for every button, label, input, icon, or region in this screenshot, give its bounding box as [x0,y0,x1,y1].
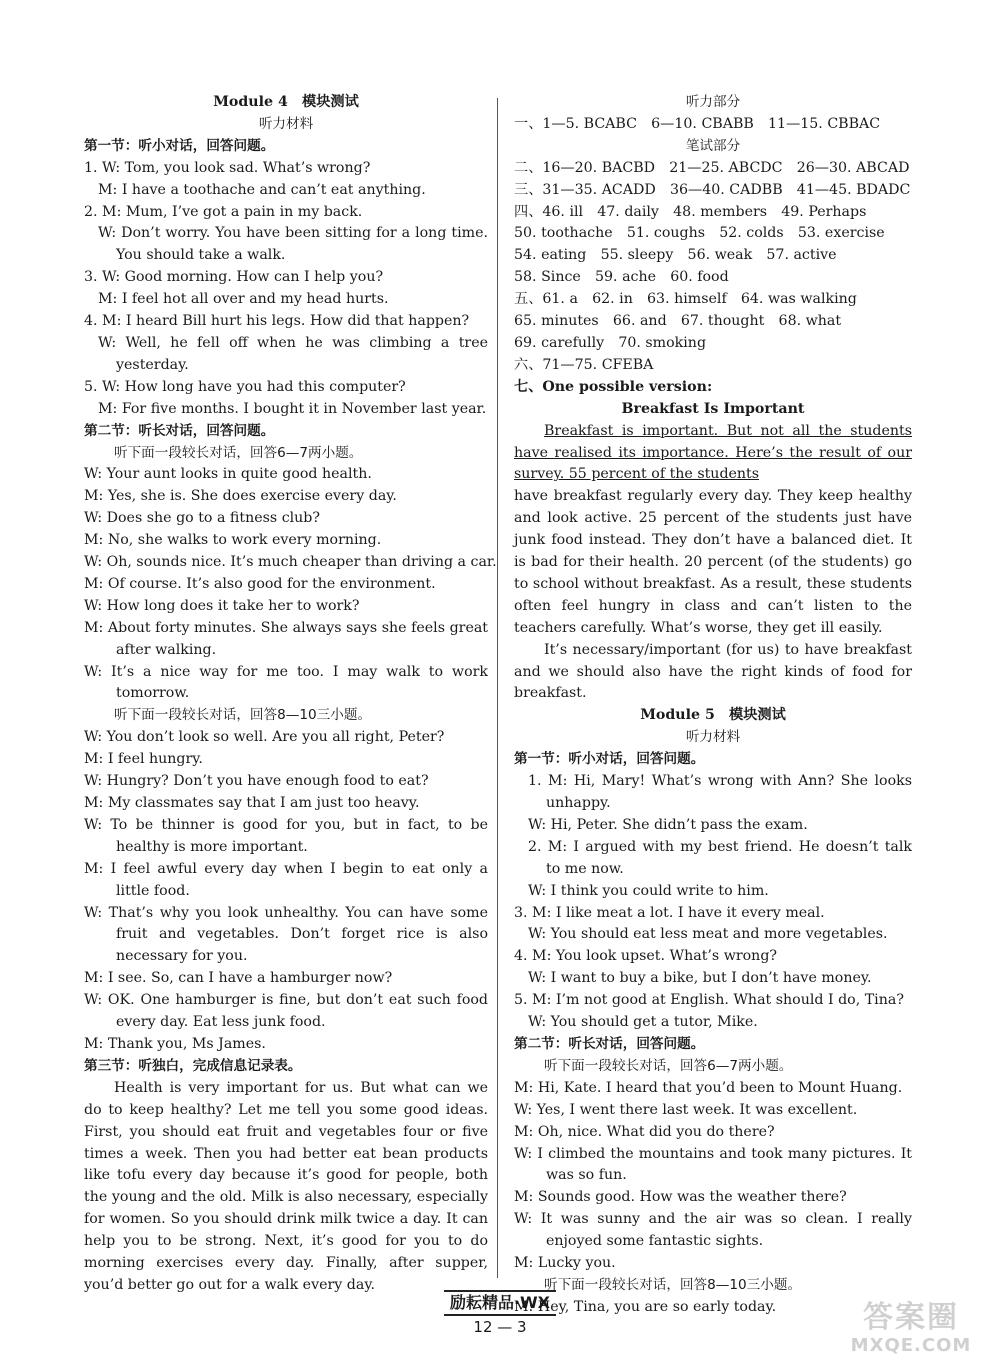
right-text-line: have breakfast regularly every day. They keep healthy and look active. 25 percent of the students just have junk food instead. They don’t have a balanced diet. It is bad for their health. 20 percent (of the students) go to school without breakfast. As a result, these students often feel hungry in class and can’t listen to the teachers carefully. What’s worse, they get ill easily. [514,488,912,636]
page-number: 12 — 3 [473,1318,527,1336]
right-text-line: 七、One possible version: [514,378,713,395]
right-text-line: 第二节：听长对话，回答问题。 [514,1035,705,1052]
right-text-line: W: I climbed the mountains and took many pictures. It was so fun. [514,1145,912,1184]
left-text-line: 听下面一段较长对话，回答6—7两小题。 [114,444,363,461]
left-text-line: 听下面一段较长对话，回答8—10三小题。 [114,707,372,724]
right-text-line: W: It was sunny and the air was so clean. I really enjoyed some fantastic sights. [514,1211,912,1250]
left-text-line: 2. M: Mum, I’ve got a pain in my back. [84,203,363,220]
left-text-line: W: It’s a nice way for me too. I may walk to work tomorrow. [84,663,488,702]
right-text-line: M: Hey, Tina, you are so early today. [514,1298,777,1315]
right-text-line: W: I think you could write to him. [528,882,769,899]
right-text-line: 69. carefully 70. smoking [514,334,707,351]
left-text-line: M: Of course. It’s also good for the environment. [84,575,436,592]
right-text-line: W: Hi, Peter. She didn’t pass the exam. [528,816,808,833]
watermark-sub: MXQE.COM [850,1335,972,1356]
left-text-line: M: I feel awful every day when I begin to eat only a little food. [84,860,488,899]
right-text-line: Breakfast Is Important [621,400,805,417]
right-column [514,92,912,1319]
right-text-line: W: I want to buy a bike, but I don’t have money. [528,970,872,987]
right-text-line: 二、16—20. BACBD 21—25. ABCDC 26—30. ABCAD [514,159,910,176]
watermark-main: 答案圈 [863,1300,959,1335]
left-text-line: M: For five months. I bought it in November last year. [98,400,487,417]
right-text-line: 50. toothache 51. coughs 52. colds 53. exercise [514,225,885,242]
right-text-line: 听力材料 [685,729,741,746]
right-text-line: W: You should eat less meat and more vegetables. [528,926,888,943]
right-text-line: M: Sounds good. How was the weather there? [514,1189,847,1206]
column-divider [497,98,498,1278]
left-text-line: 第二节：听长对话，回答问题。 [84,422,275,439]
right-text-line: 58. Since 59. ache 60. food [514,269,729,286]
right-text-line: 4. M: You look upset. What’s wrong? [514,948,778,965]
left-text-line: W: Oh, sounds nice. It’s much cheaper than driving a car. [84,554,497,571]
right-text-line: 2. M: I argued with my best friend. He doesn’t talk to me now. [528,838,912,877]
right-text-line: 听力部分 [685,94,741,110]
left-text-line: Health is very important for us. But what can we do to keep healthy? Let me tell you some good ideas. First, you should eat fruit and vegetables four or five times a week. Then you had better eat bean products like tofu every day because it’s good for people, both the young and the old. Milk is also necessary, especially for women. So you should drink milk twice a day. It can help you to be strong. Next, it’s good for you to do morning exercises every day. Finally, after supper, you’d better go out for a walk every day. [84,1079,488,1293]
left-text-line: Module 4 模块测试 [213,94,359,110]
left-text-line: 听力材料 [258,115,314,132]
right-text-line: Module 5 模块测试 [640,707,786,724]
right-text-line: 听下面一段较长对话，回答6—7两小题。 [544,1057,793,1074]
right-text-line: Breakfast is important. But not all the students have realised its importance. Here’s the result of our survey. 55 percent of the students [514,422,912,483]
right-text-line: 5. M: I’m not good at English. What should I do, Tina? [514,992,904,1009]
brand-logo: 励耘精品·WX [444,1290,556,1316]
left-text-line: M: I feel hot all over and my head hurts. [98,291,389,308]
left-text-line: W: How long does it take her to work? [84,597,360,614]
left-text-line: W: Don’t worry. You have been sitting for a long time. You should take a walk. [98,225,488,264]
left-text-line: 5. W: How long have you had this computer? [84,378,406,395]
right-text-line: W: You should get a tutor, Mike. [528,1014,758,1031]
left-column [84,92,497,1297]
left-text-line: W: To be thinner is good for you, but in fact, to be healthy is more important. [84,816,488,855]
left-text-line: W: Hungry? Don’t you have enough food to eat? [84,773,429,790]
right-text-line: W: Yes, I went there last week. It was excellent. [514,1101,858,1118]
right-text-line: 听下面一段较长对话，回答8—10三小题。 [544,1276,802,1293]
right-text-line: M: Oh, nice. What did you do there? [514,1123,775,1140]
right-text-line: 第一节：听小对话，回答问题。 [514,751,705,768]
left-text-line: M: I see. So, can I have a hamburger now? [84,970,393,987]
right-text-line: 54. eating 55. sleepy 56. weak 57. active [514,247,837,264]
right-text-line: 五、61. a 62. in 63. himself 64. was walking [514,291,857,308]
left-text-line: M: Yes, she is. She does exercise every day. [84,488,397,505]
watermark [836,1300,986,1360]
left-text-line: W: You don’t look so well. Are you all right, Peter? [84,729,445,746]
right-text-line: M: Hi, Kate. I heard that you’d been to Mount Huang. [514,1079,903,1096]
left-text-line: 1. W: Tom, you look sad. What’s wrong? [84,159,371,176]
right-text-line: 四、46. ill 47. daily 48. members 49. Perhaps [514,203,867,220]
left-text-line: W: Well, he fell off when he was climbing a tree yesterday. [98,334,488,373]
right-text-line: 3. M: I like meat a lot. I have it every meal. [514,904,825,921]
left-text-line: W: OK. One hamburger is fine, but don’t eat such food every day. Eat less junk food. [84,992,488,1031]
left-text-line: 4. M: I heard Bill hurt his legs. How did that happen? [84,313,470,330]
right-text-line: 1. M: Hi, Mary! What’s wrong with Ann? She looks unhappy. [528,773,912,811]
left-text-line: W: Does she go to a fitness club? [84,510,320,527]
left-text-line: 第一节：听小对话，回答问题。 [84,137,275,154]
left-text-line: M: Thank you, Ms James. [84,1035,266,1052]
right-text-line: 笔试部分 [685,137,741,154]
left-text-line: W: Your aunt looks in quite good health. [84,466,372,483]
right-text-line: M: Lucky you. [514,1255,616,1272]
left-text-line: 3. W: Good morning. How can I help you? [84,269,384,286]
left-text-line: M: I have a toothache and can’t eat anything. [98,181,426,198]
right-text-line: 65. minutes 66. and 67. thought 68. what [514,313,842,330]
right-text-line: 六、71—75. CFEBA [514,356,654,373]
right-text-line: 三、31—35. ACADD 36—40. CADBB 41—45. BDADC [514,181,911,198]
right-text-line: 一、1—5. BCABC 6—10. CBABB 11—15. CBBAC [514,115,881,132]
left-text-line: M: My classmates say that I am just too heavy. [84,795,420,811]
left-text-line: M: I feel hungry. [84,751,203,768]
left-text-line: M: No, she walks to work every morning. [84,532,382,549]
right-text-line: It’s necessary/important (for us) to have breakfast and we should also have the right kinds of food for breakfast. [514,641,912,702]
left-text-line: M: About forty minutes. She always says she feels great after walking. [84,619,488,658]
left-text-line: W: That’s why you look unhealthy. You can have some fruit and vegetables. Don’t forget rice is also necessary for you. [84,904,488,965]
left-text-line: 第三节：听独白，完成信息记录表。 [84,1057,302,1074]
